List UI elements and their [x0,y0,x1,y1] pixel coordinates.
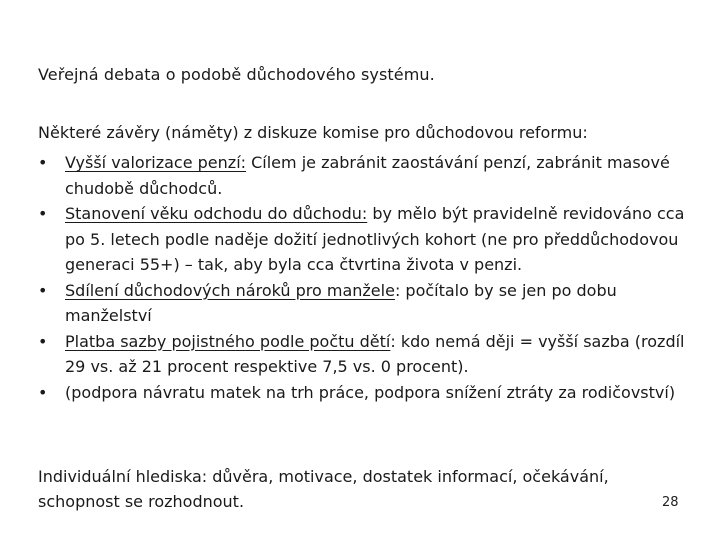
bullet-label: Platba sazby pojistného podle počtu dětí [65,331,391,351]
bullet-label: Vyšší valorizace penzí: [65,153,247,172]
footer-text: Individuální hlediska: důvěra, motivace, dostatek informací, očekávání, schopnost se rozhodnout. [38,467,609,511]
bullet-icon: • [38,280,48,300]
bullet-text: : počítalo by se jen po dobu manželství [65,280,617,325]
bullet-text: : kdo nemá ději = vyšší sazba (rozdíl 29 vs. až 21 procent respektive 7,5 vs. 0 procent). [65,331,685,376]
bullet-item-vek-odchodu [38,201,688,278]
bullet-icon: • [38,331,48,351]
bullet-item-podpora-matek [38,380,688,406]
bullet-list [38,150,688,405]
bullet-label: Stanovení věku odchodu do důchodu: [65,204,368,223]
bullet-icon: • [38,382,48,402]
bullet-label: Sdílení důchodových nároků pro manžele [65,280,395,300]
bullet-text: by mělo být pravidelně revidováno cca po 5. letech podle naděje dožití jednotlivých kohort (ne pro předdůchodovou generaci 55+) – tak, aby byla cca čtvrtina života v penzi. [65,204,685,274]
bullet-item-valorizace [38,150,688,201]
bullet-text: Cílem je zabránit zaostávání penzí, zabránit masové chudobě důchodců. [65,153,670,198]
slide-title: Veřejná debata o podobě důchodového systému. [38,65,435,84]
bullet-item-sdileni-naroku [38,278,688,329]
bullet-icon: • [38,204,48,223]
page-number: 28 [662,495,679,510]
bullet-text: (podpora návratu matek na trh práce, podpora snížení ztráty za rodičovství) [65,382,676,402]
bullet-icon: • [38,153,48,172]
bullet-item-platba-sazby [38,329,688,380]
intro-text: Některé závěry (náměty) z diskuze komise pro důchodovou reformu: [38,123,588,142]
